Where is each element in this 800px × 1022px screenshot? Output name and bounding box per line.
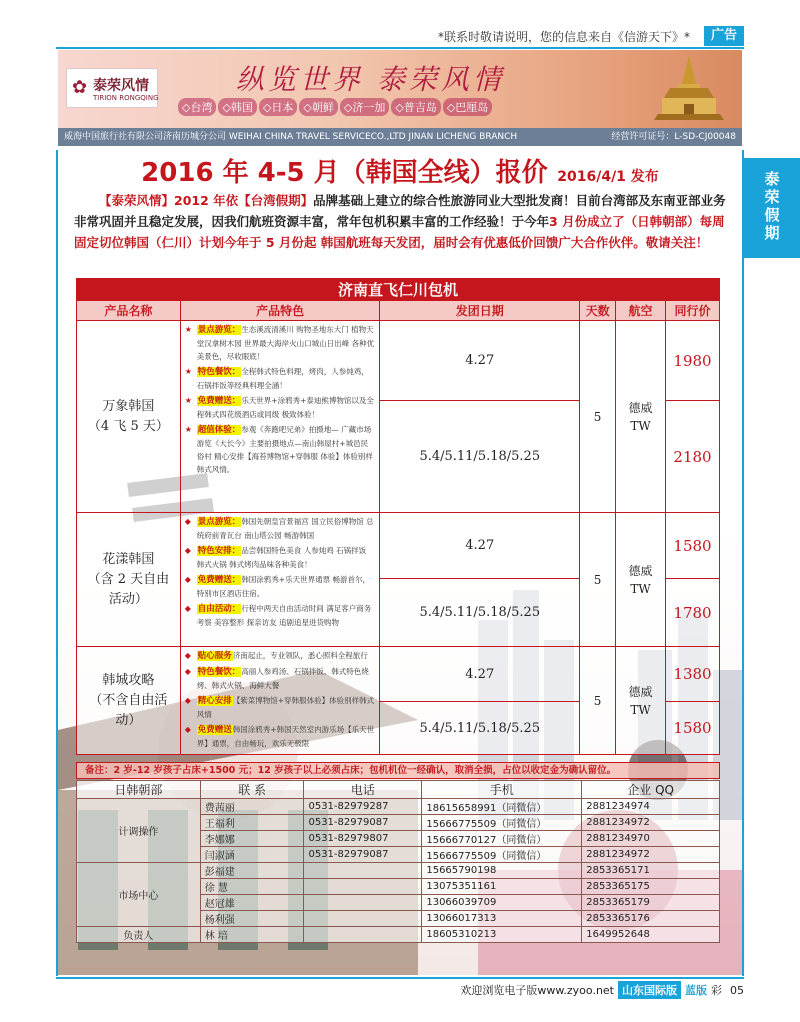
table-row (77, 647, 720, 702)
airline-text: 德威 TW (628, 684, 653, 717)
trip-days: 5 (580, 321, 616, 513)
contact-qq: 2853365175 (582, 879, 720, 895)
contact-person: 赵冠雄 (200, 895, 304, 911)
contact-tel (304, 911, 422, 927)
feature-label: 免费赠送： (197, 396, 241, 406)
table-row (77, 513, 720, 579)
logo-name: 泰荣风情 (93, 78, 149, 94)
diamond-icon: ◆ (184, 546, 191, 555)
contact-row (77, 799, 720, 815)
contact-mobile: 18615658991（同微信） (422, 799, 582, 815)
column-header: 发团日期 (380, 301, 580, 321)
feature-label: 免费赠送 (197, 725, 232, 735)
column-header: 同行价 (666, 301, 720, 321)
feature-text: 参观《奔跑吧兄弟》拍摄地— 广藏市场 游览《大长今》主要拍摄地点—南山韩屋村+城邑民俗村 精心安排【海苔博物馆+穿韩服 体验】体验别样韩式风情。 (196, 425, 373, 474)
agency-logo (66, 68, 158, 108)
product-name (77, 513, 181, 647)
table-banner-row (77, 279, 720, 301)
contact-qq: 2881234974 (582, 799, 720, 815)
feature-text: 韩国涂鸦秀+乐天世界通票 畅游首尔，特别市区酒店住宿。 (196, 575, 370, 598)
feature-text: 【紫菜博物馆+穿韩服体验】体验别样韩式风情 (196, 696, 375, 719)
contact-person: 杨利强 (200, 911, 304, 927)
destination-item: ◇朝鲜 (299, 98, 337, 116)
destination-item: ◇普吉岛 (391, 98, 440, 116)
star-icon: ★ (184, 367, 192, 376)
contact-tel: 0531-82979807 (304, 831, 422, 847)
destination-item: ◇台湾 (178, 98, 216, 116)
contact-header-row (77, 781, 720, 799)
destination-item: ◇巴厘岛 (443, 98, 492, 116)
star-icon: ★ (184, 396, 192, 405)
destination-item: ◇韩国 (218, 98, 256, 116)
intro-brand: 【泰荣风情】2012 年依【台湾假期】 (99, 193, 314, 208)
destination-list (178, 98, 492, 116)
temple-illustration (644, 54, 734, 124)
airline (616, 647, 666, 755)
route-price-table (76, 278, 720, 755)
page-number: 05 (730, 983, 744, 997)
contact-qq: 2881234972 (582, 815, 720, 831)
feature-item (184, 515, 376, 542)
contact-qq: 2881234972 (582, 847, 720, 863)
intro-paragraph (74, 190, 730, 253)
contact-tel: 0531-82979287 (304, 799, 422, 815)
diamond-icon: ◆ (184, 651, 191, 660)
diamond-icon: ◆ (184, 517, 191, 526)
contact-tel (304, 895, 422, 911)
trip-days: 5 (580, 513, 616, 647)
contact-mobile: 13066039709 (422, 895, 582, 911)
departure-date: 5.4/5.11/5.18/5.25 (380, 401, 580, 513)
table-header-row (77, 301, 720, 321)
feature-text: 品尝韩国特色美食 人参炖鸡 石锅拌饭 韩式火锅 韩式烤肉品味各种美食！ (196, 546, 367, 569)
banner-slogan: 纵览世界 泰荣风情 (236, 63, 505, 96)
page-title (70, 152, 730, 189)
diamond-icon: ◆ (184, 575, 191, 584)
contact-mobile: 15666770127（同微信） (422, 831, 582, 847)
column-header: 产品特色 (180, 301, 380, 321)
destination-item: ◇济一加 (340, 98, 389, 116)
trade-price: 1580 (666, 702, 720, 755)
column-header: 航空 (616, 301, 666, 321)
column-header: 日韩朝部 (77, 781, 201, 799)
departure-date: 4.27 (380, 321, 580, 401)
contact-tel: 0531-82979087 (304, 815, 422, 831)
contact-mobile: 15666775509（同微信） (422, 847, 582, 863)
contact-qq: 2881234970 (582, 831, 720, 847)
section-tab-label: 泰荣假期 (764, 170, 780, 242)
product-name-text: 万象韩国 （4 飞 5 天） (87, 398, 169, 434)
feature-label: 景点游览： (197, 325, 241, 335)
contact-table (76, 780, 720, 943)
diamond-icon: ◆ (184, 667, 191, 676)
feature-text: 生态溪流清溪川 购物圣地东大门 植物天堂汉拿树木园 世界最大海岸火山口城山日出峰 各种优美景色，尽收眼底！ (196, 325, 375, 361)
remarks-bar: 备注：2 岁-12 岁孩子占床+1500 元；12 岁孩子以上必须占床；包机机位一经确认，取消全损，占位以收定金为确认留位。 (76, 762, 720, 779)
column-header: 企业 QQ (582, 781, 720, 799)
trade-price: 1780 (666, 579, 720, 647)
feature-item (184, 694, 376, 721)
contact-mobile: 18605310213 (422, 927, 582, 943)
product-name-text: 花漾韩国 （含 2 天自由 活动） (87, 551, 170, 607)
contact-tel: 0531-82979087 (304, 847, 422, 863)
feature-item (184, 423, 376, 476)
feature-text: 济南起止，专业领队，悉心照料全程旅行 (232, 651, 368, 660)
feature-text: 行程中两天自由活动时间 满足客户商务考察 美容整形 探亲访友 追剧追星进货购物 (196, 604, 372, 627)
product-name (77, 647, 181, 755)
diamond-icon: ◆ (184, 696, 191, 705)
feature-text: 韩国涂鸦秀+韩国天然室内游乐场【乐天世界】通票，自由畅玩，欢乐无极限 (196, 725, 375, 748)
title-date: 2016/4/1 发布 (557, 169, 659, 185)
column-header: 产品名称 (77, 301, 181, 321)
trade-price: 1380 (666, 647, 720, 702)
diamond-icon: ◆ (184, 604, 191, 613)
feature-item (184, 723, 376, 750)
footer-edition-box: 山东国际版 (618, 981, 681, 999)
table-row (77, 321, 720, 401)
contact-person: 李娜娜 (200, 831, 304, 847)
product-features (180, 321, 380, 513)
logo-english: TIRION RONGQING (93, 94, 159, 102)
feature-item (184, 665, 376, 692)
feature-item (184, 544, 376, 571)
departure-date: 4.27 (380, 513, 580, 579)
trade-price: 2180 (666, 401, 720, 513)
feature-text: 高丽人参鸡汤、石锅拌饭、韩式特色烧烤、韩式火锅、海鲜大餐 (196, 667, 369, 690)
trip-days: 5 (580, 647, 616, 755)
contact-qq: 2853365176 (582, 911, 720, 927)
feature-item (184, 394, 376, 421)
contact-qq: 2853365171 (582, 863, 720, 879)
feature-label: 自由活动： (197, 604, 241, 614)
column-header: 手机 (422, 781, 582, 799)
feature-item (184, 602, 376, 629)
contact-person: 王福利 (200, 815, 304, 831)
contact-row (77, 863, 720, 879)
top-divider (56, 47, 744, 49)
contact-tel (304, 879, 422, 895)
license-number: 经营许可证号：L-SD-CJ00048 (611, 132, 736, 142)
contact-tel (304, 927, 422, 943)
column-header: 天数 (580, 301, 616, 321)
airline-text: 德威 TW (628, 563, 653, 596)
contact-mobile: 15666775509（同微信） (422, 815, 582, 831)
departure-date: 5.4/5.11/5.18/5.25 (380, 702, 580, 755)
feature-item (184, 649, 376, 663)
column-header: 电话 (304, 781, 422, 799)
bottom-divider (56, 977, 744, 979)
feature-label: 超值体验： (197, 425, 241, 435)
page-footer (56, 980, 744, 1000)
source-notice: *联系时敬请说明，您的信息来自《信游天下》* (437, 30, 690, 44)
company-bar (58, 128, 742, 146)
lotus-icon: ✿ (72, 77, 88, 98)
contact-qq: 1649952648 (582, 927, 720, 943)
contact-qq: 2853365179 (582, 895, 720, 911)
feature-label: 免费赠送： (197, 575, 241, 585)
contact-person: 徐 慧 (200, 879, 304, 895)
feature-item (184, 573, 376, 600)
star-icon: ★ (184, 425, 192, 434)
feature-text: 韩国先朝皇宫景福宫 国立民俗博物馆 总统府前青瓦台 南山塔公园 畅游韩国 (196, 517, 374, 540)
contact-group: 计调操作 (77, 799, 201, 863)
product-name-text: 韩城攻略 （不含自由活 动） (89, 672, 168, 728)
contact-person: 彭福建 (200, 863, 304, 879)
footer-edition: 蓝版 (685, 984, 707, 997)
title-main: 2016 年 4-5 月（韩国全线）报价 (141, 158, 548, 188)
airline (616, 321, 666, 513)
contact-group: 负责人 (77, 927, 201, 943)
feature-label: 景点游览： (197, 517, 241, 527)
feature-label: 特色安排： (197, 546, 241, 556)
section-tab (744, 158, 800, 258)
star-icon: ★ (184, 325, 192, 334)
product-features (180, 513, 380, 647)
product-name (77, 321, 181, 513)
ad-tag: 广告 (704, 26, 744, 46)
feature-item (184, 365, 376, 392)
footer-website[interactable]: 欢迎浏览电子版www.zyoo.net (460, 984, 614, 997)
contact-group: 市场中心 (77, 863, 201, 927)
contact-person: 闫淑涵 (200, 847, 304, 863)
contact-tel (304, 863, 422, 879)
diamond-icon: ◆ (184, 725, 191, 734)
contact-person: 费茜丽 (200, 799, 304, 815)
departure-date: 4.27 (380, 647, 580, 702)
intro-body: 品牌基础上建立的综合性旅游同业大型批发商！目前台湾部及东南亚部业务非常巩固并且稳定发展，因我们航班资源丰富，常年包机积累丰富的工作经验！于今年 (74, 193, 726, 229)
footer-colour: 彩 (711, 984, 722, 997)
destination-item: ◇日本 (259, 98, 297, 116)
product-features (180, 647, 380, 755)
feature-item (184, 323, 376, 363)
company-name: 威海中国旅行社有限公司济南历城分公司 WEIHAI CHINA TRAVEL SERVICECO.,LTD JINAN LICHENG BRANCH (64, 132, 518, 142)
feature-text: 全程韩式特色料理，烤肉，人参炖鸡，石锅拌饭等经典料理全涵！ (196, 367, 369, 390)
airline (616, 513, 666, 647)
right-rule (742, 150, 744, 976)
feature-label: 贴心服务 (197, 651, 232, 661)
contact-mobile: 13066017313 (422, 911, 582, 927)
contact-mobile: 13075351161 (422, 879, 582, 895)
feature-label: 精心安排 (197, 696, 232, 706)
contact-mobile: 15665790198 (422, 863, 582, 879)
contact-row (77, 927, 720, 943)
departure-date: 5.4/5.11/5.18/5.25 (380, 579, 580, 647)
intro-plan: 3 月份成立了（日韩朝部）每周固定切位韩国（仁川）计划今年于 5 月份起 韩国航班每天发团，届时会有优惠低价回馈广大合作伙伴。敬请关注！ (74, 214, 725, 250)
agency-banner (58, 50, 742, 128)
feature-label: 特色餐饮： (197, 667, 241, 677)
airline-text: 德威 TW (628, 400, 653, 433)
feature-text: 乐天世界+涂鸦秀+泰迪熊博物馆以及全程韩式四花级酒店或同级 极致体验！ (196, 396, 374, 419)
trade-price: 1980 (666, 321, 720, 401)
table-banner: 济南直飞仁川包机 (77, 279, 720, 301)
column-header: 联 系 (200, 781, 304, 799)
trade-price: 1580 (666, 513, 720, 579)
contact-person: 林 培 (200, 927, 304, 943)
feature-label: 特色餐饮： (197, 367, 241, 377)
